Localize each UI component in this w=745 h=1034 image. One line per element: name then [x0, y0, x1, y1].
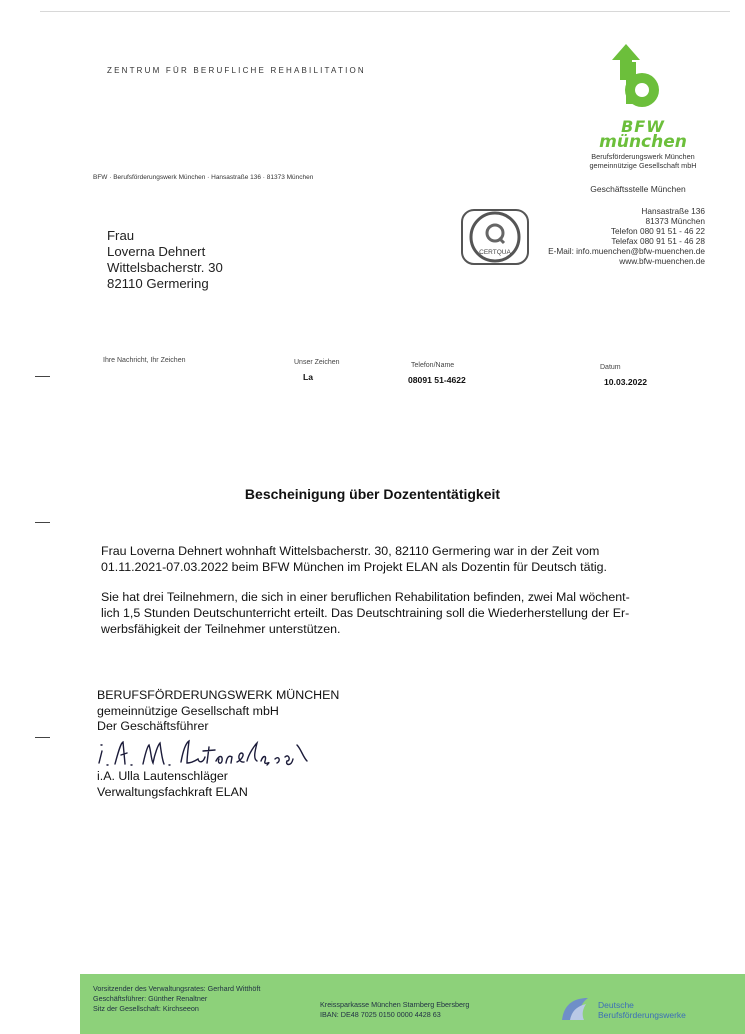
- certqua-seal-icon: [460, 206, 530, 273]
- bfw-logo-icon: [608, 44, 668, 119]
- footer-line: Geschäftsführer: Günther Renaltner: [93, 994, 208, 1003]
- recipient-address: [107, 228, 223, 292]
- bfw-brand: [578, 117, 708, 170]
- paragraph-line: werbsfähigkeit der Teilnehmer unterstützen.: [101, 622, 341, 636]
- top-scan-line: [40, 11, 730, 12]
- signer-name: i.A. Ulla Lautenschläger: [97, 769, 228, 783]
- body-paragraph-1: [101, 543, 671, 575]
- dbw-logo-icon: [558, 994, 592, 1027]
- our-reference-value: La: [303, 372, 314, 382]
- recipient-line: Frau: [107, 228, 135, 243]
- signer-block: [97, 769, 248, 800]
- footer-line: IBAN: DE48 7025 0150 0000 4428 63: [320, 1010, 441, 1019]
- date-label: Datum: [600, 364, 621, 371]
- signer-role: Verwaltungsfachkraft ELAN: [97, 784, 248, 799]
- office-address: [540, 206, 705, 266]
- our-reference-label: Unser Zeichen: [294, 359, 340, 366]
- paragraph-line: Sie hat drei Teilnehmern, die sich in einer beruflichen Rehabilitation befinden, zwei Mal wöchent-: [101, 590, 630, 604]
- address-line: E-Mail: info.muenchen@bfw-muenchen.de: [548, 246, 705, 256]
- address-line: Telefax 080 91 51 - 46 28: [611, 236, 705, 246]
- fold-mark: [35, 376, 50, 377]
- recipient-line: Loverna Dehnert: [107, 244, 206, 259]
- footer-bank: [320, 1000, 469, 1020]
- brand-line-bfw: BFW: [621, 117, 665, 136]
- footer-line: Deutsche: [598, 1000, 634, 1010]
- sender-address-line: BFW · Berufsförderungswerk München · Hansastraße 136 · 81373 München: [93, 174, 314, 181]
- brand-subline: Berufsförderungswerk München: [591, 152, 695, 161]
- letter-title: Bescheinigung über Dozententätigkeit: [244, 486, 501, 502]
- closing-role: Der Geschäftsführer: [97, 719, 209, 733]
- brand-subline: gemeinnützige Gesellschaft mbH: [589, 161, 697, 170]
- date-value: 10.03.2022: [604, 377, 648, 387]
- closing-block: [97, 688, 339, 735]
- fold-mark: [35, 737, 50, 738]
- footer-dbw-text: [598, 1000, 686, 1020]
- address-line: www.bfw-muenchen.de: [619, 256, 705, 266]
- footer-line: Berufsförderungswerke: [598, 1010, 686, 1020]
- footer-line: Vorsitzender des Verwaltungsrates: Gerhard Witthöft: [93, 984, 261, 993]
- organisation-tagline: ZENTRUM FÜR BERUFLICHE REHABILITATION: [107, 66, 366, 75]
- footer-line: Sitz der Gesellschaft: Kirchseeon: [93, 1004, 199, 1013]
- paragraph-line: Frau Loverna Dehnert wohnhaft Wittelsbacherstr. 30, 82110 Germering war in der Zeit vom: [101, 544, 600, 558]
- closing-org-sub: gemeinnützige Gesellschaft mbH: [97, 703, 279, 718]
- address-line: Hansastraße 136: [641, 206, 705, 216]
- brand-line-muenchen: münchen: [599, 132, 687, 152]
- recipient-line: 82110 Germering: [107, 276, 209, 291]
- body-paragraph-2: [101, 589, 671, 637]
- phone-label: Telefon/Name: [411, 362, 455, 369]
- recipient-line: Wittelsbacherstr. 30: [107, 260, 223, 275]
- paragraph-line: 01.11.2021-07.03.2022 beim BFW München im Projekt ELAN als Dozentin für Deutsch tätig.: [101, 560, 607, 574]
- closing-org: BERUFSFÖRDERUNGSWERK MÜNCHEN: [97, 688, 340, 702]
- address-line: Telefon 080 91 51 - 46 22: [610, 226, 705, 236]
- office-name: Geschäftsstelle München: [590, 184, 686, 194]
- footer-line: Kreissparkasse München Starnberg Ebersberg: [320, 1000, 470, 1009]
- phone-value: 08091 51-4622: [408, 375, 466, 385]
- their-reference-label: Ihre Nachricht, Ihr Zeichen: [103, 357, 186, 364]
- fold-mark: [35, 522, 50, 523]
- paragraph-line: lich 1,5 Stunden Deutschunterricht erteilt. Das Deutschtraining soll die Wiederherstellung der Er-: [101, 606, 630, 620]
- footer-legal: [93, 984, 260, 1014]
- certqua-label: CERTQUA: [479, 249, 511, 256]
- address-line: 81373 München: [645, 216, 705, 226]
